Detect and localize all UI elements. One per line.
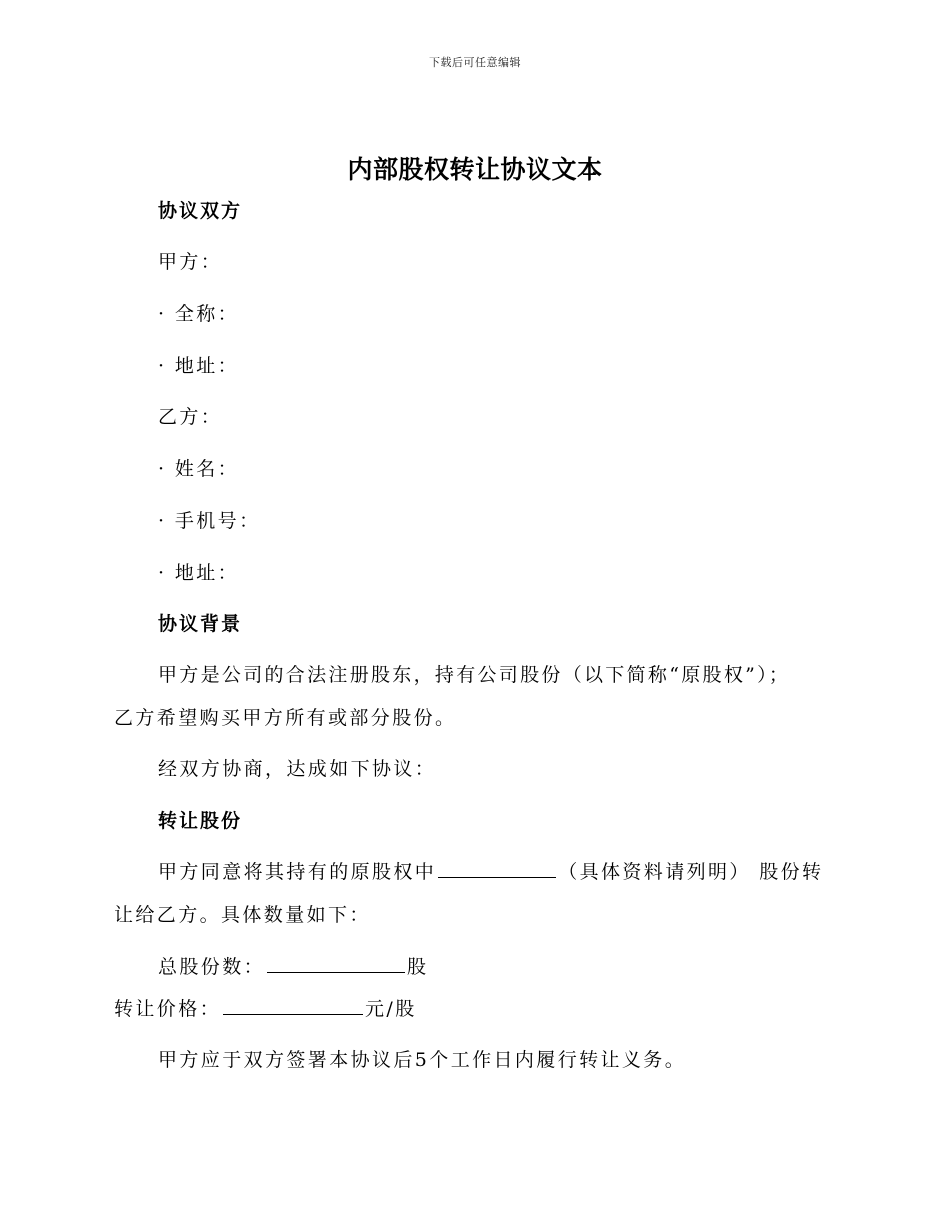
total-shares-unit: 股: [407, 956, 429, 978]
section-heading-background: 协议背景: [158, 613, 243, 635]
background-paragraph-line2: 乙方希望购买甲方所有或部分股份。: [114, 707, 457, 729]
section-heading-parties: 协议双方: [158, 200, 243, 222]
transfer-obligation: 甲方应于双方签署本协议后5个工作日内履行转让义务。: [158, 1049, 687, 1071]
party-b-address-field: · 地址：: [158, 562, 240, 584]
transfer-price-blank: [223, 1013, 363, 1015]
total-shares-label: 总股份数：: [158, 956, 266, 978]
party-b-name-field: · 姓名：: [158, 458, 240, 480]
transfer-price-label: 转让价格：: [114, 998, 222, 1020]
agreement-intro: 经双方协商，达成如下协议：: [158, 758, 437, 780]
party-a-fullname-field: · 全称：: [158, 303, 240, 325]
section-heading-transfer: 转让股份: [158, 810, 243, 832]
party-a-address-field: · 地址：: [158, 355, 240, 377]
party-b-label: 乙方：: [158, 406, 223, 428]
transfer-paragraph-line2: 让给乙方。具体数量如下：: [114, 904, 371, 926]
transfer-text-before-blank: 甲方同意将其持有的原股权中: [158, 861, 437, 883]
header-note: 下载后可任意编辑: [429, 56, 521, 69]
background-paragraph-line1: 甲方是公司的合法注册股东，持有公司股份（以下简称“原股权”）；: [158, 664, 791, 686]
document-title: 内部股权转让协议文本: [347, 155, 603, 184]
transfer-price-line: [114, 1000, 417, 1019]
total-shares-line: [158, 958, 428, 977]
total-shares-blank: [267, 971, 405, 973]
party-a-label: 甲方：: [158, 251, 223, 273]
party-b-phone-field: · 手机号：: [158, 510, 261, 532]
transfer-paragraph-line1: [158, 863, 823, 882]
transfer-text-after-blank: （具体资料请列明） 股份转: [558, 861, 824, 883]
share-portion-blank: [438, 876, 556, 878]
transfer-price-unit: 元/股: [365, 998, 417, 1020]
